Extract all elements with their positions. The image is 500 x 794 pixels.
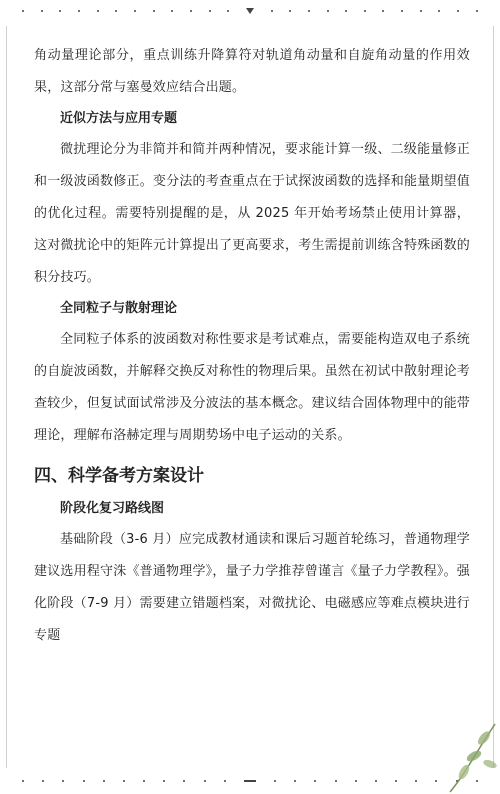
left-border-line <box>6 26 7 768</box>
document-body <box>34 40 470 652</box>
paragraph-perturbation: 微扰理论分为非简并和简并两种情况，要求能计算一级、二级能量修正和一级波函数修正。变分法的考查重点在于试探波函数的选择和能量期望值的优化过程。需要特别提醒的是，从 2025 年开始考场禁止使用计算器，这对微扰论中的矩阵元计算提出了更高要求，考生需提前训练含特殊函数的积分技巧。 <box>34 142 470 285</box>
paragraph-study-stages: 基础阶段（3-6 月）应完成教材通读和课后习题首轮练习，普通物理学建议选用程守洙《普通物理学》，量子力学推荐曾谨言《量子力学教程》。强化阶段（7-9 月）需要建立错题档案，对微扰论、电磁感应等难点模块进行专题 <box>34 532 470 643</box>
subheading-identical-particles: 全同粒子与散射理论 <box>60 301 178 316</box>
subheading-stage-roadmap: 阶段化复习路线图 <box>60 501 165 516</box>
section-heading: 四、科学备考方案设计 <box>34 466 204 486</box>
paragraph-identical-particles: 全同粒子体系的波函数对称性要求是考试难点，需要能构造双电子系统的自旋波函数，并解释交换反对称性的物理后果。虽然在初试中散射理论考查较少，但复试面试常涉及分波法的基本概念。建议结合固体物理中的能带理论，理解布洛赫定理与周期势场中电子运动的关系。 <box>34 332 470 443</box>
right-border-line <box>493 26 494 768</box>
leaf-decoration-icon <box>440 704 500 794</box>
subheading-approximation-methods: 近似方法与应用专题 <box>60 111 178 126</box>
border-dash-icon <box>244 780 256 782</box>
border-triangle-icon <box>246 8 254 14</box>
bottom-border <box>22 776 478 786</box>
top-border <box>22 6 478 16</box>
paragraph-angular-momentum: 角动量理论部分，重点训练升降算符对轨道角动量和自旋角动量的作用效果，这部分常与塞曼效应结合出题。 <box>34 48 470 95</box>
